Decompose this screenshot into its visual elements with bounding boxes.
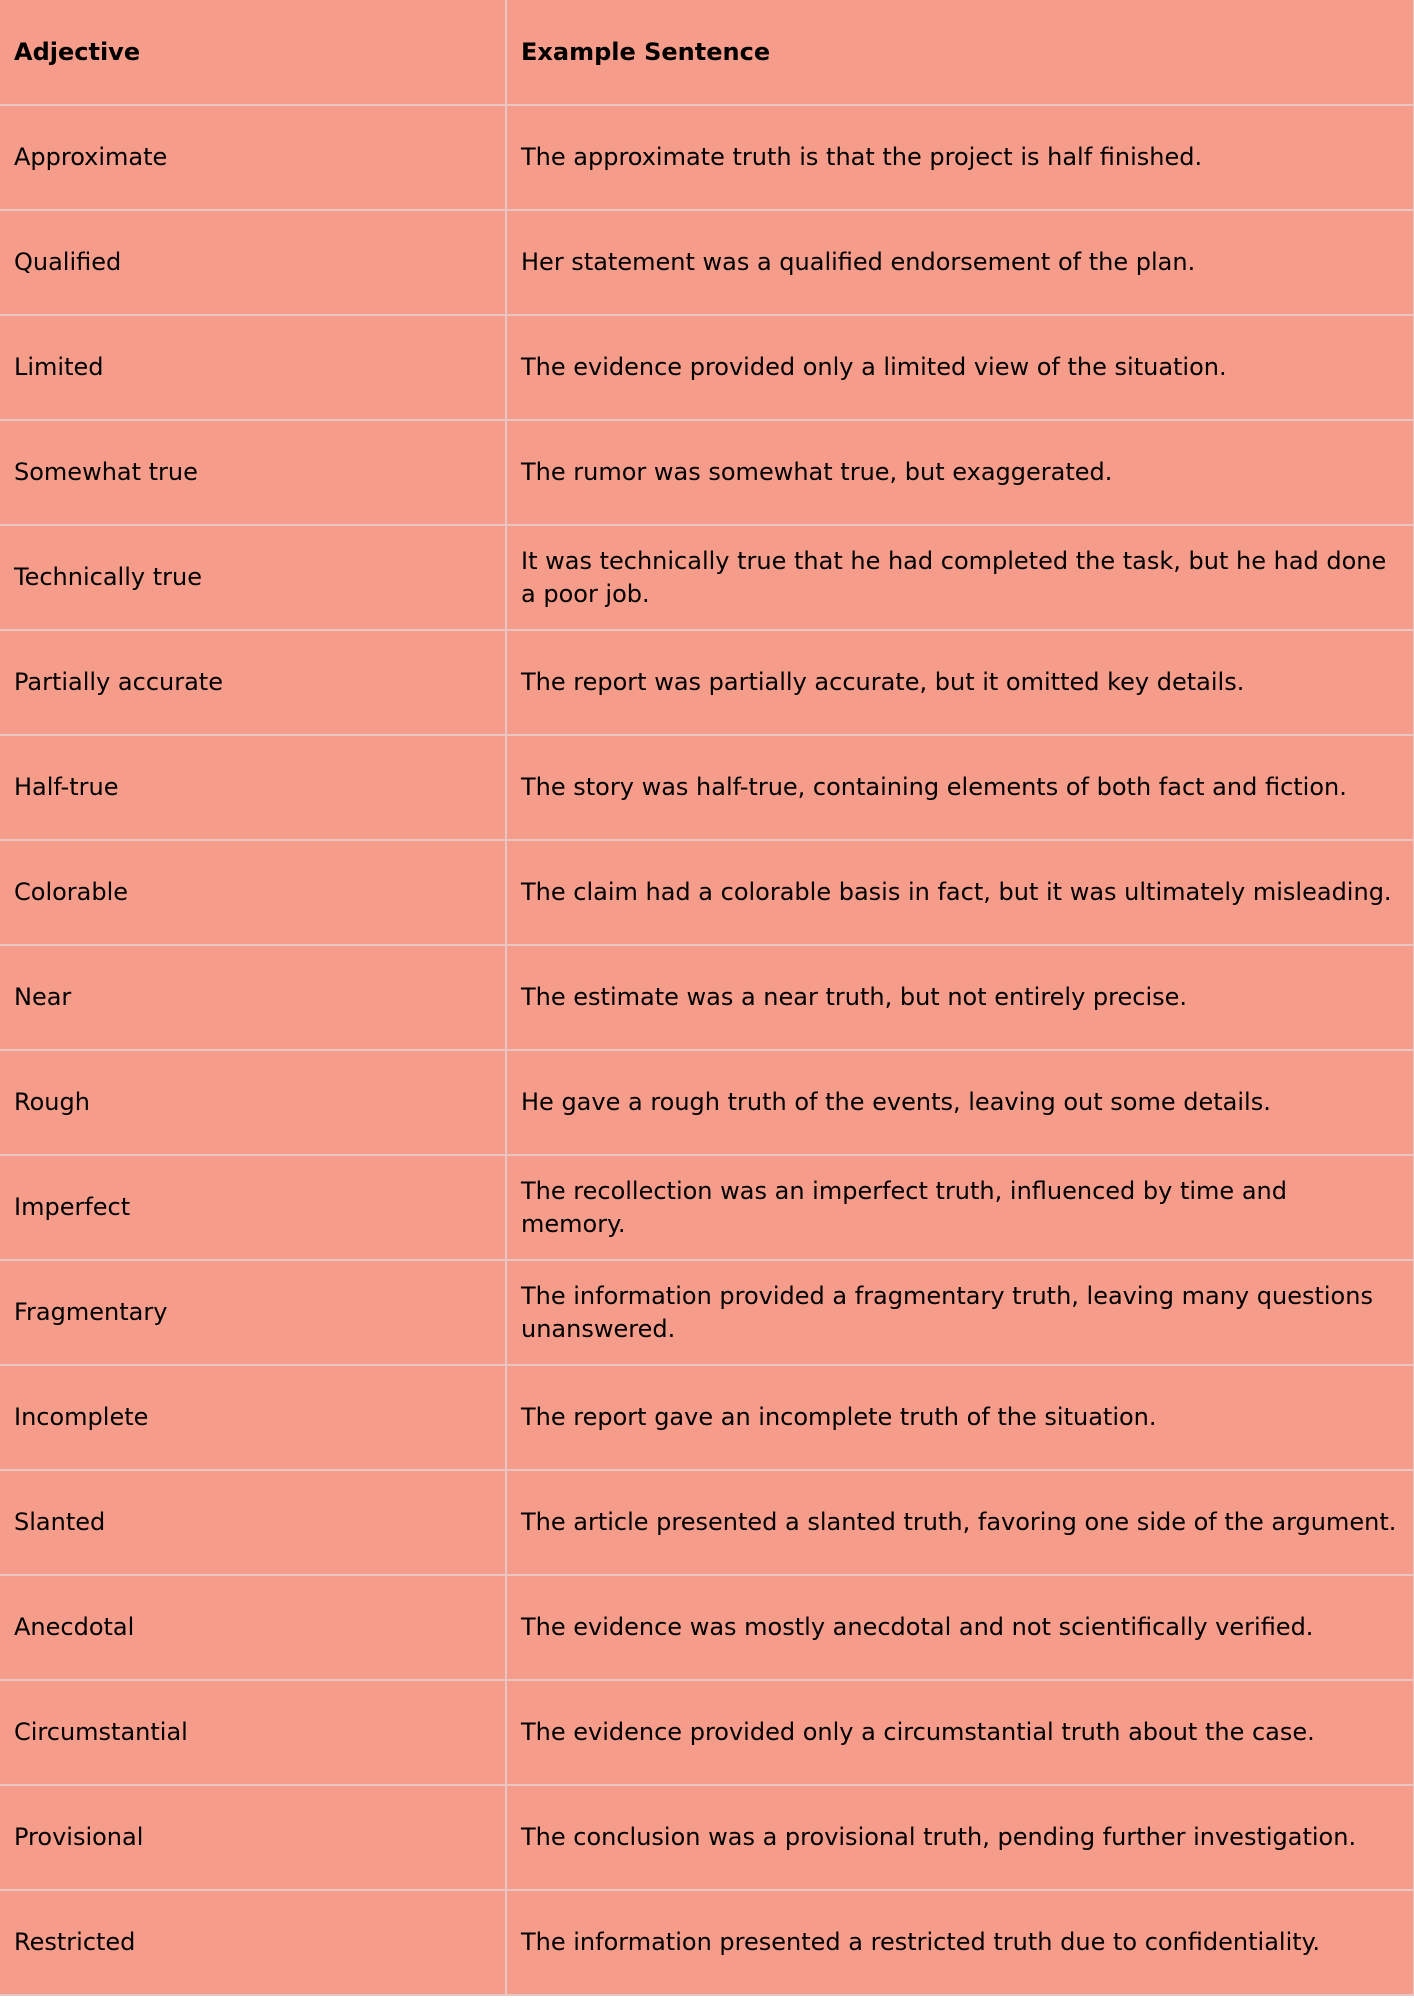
example-sentence-cell: The evidence was mostly anecdotal and not scientifically verified. (506, 1575, 1414, 1680)
header-adjective: Adjective (0, 0, 506, 105)
adjective-cell: Anecdotal (0, 1575, 506, 1680)
adjective-cell: Somewhat true (0, 420, 506, 525)
table-row (0, 210, 1414, 315)
table-header-row (0, 0, 1414, 105)
adjective-cell: Qualified (0, 210, 506, 315)
example-sentence-cell: The report was partially accurate, but it omitted key details. (506, 630, 1414, 735)
example-sentence-cell: He gave a rough truth of the events, leaving out some details. (506, 1050, 1414, 1155)
example-sentence-cell: The claim had a colorable basis in fact, but it was ultimately misleading. (506, 840, 1414, 945)
example-sentence-cell: It was technically true that he had completed the task, but he had done a poor job. (506, 525, 1414, 630)
example-sentence-cell: The evidence provided only a limited view of the situation. (506, 315, 1414, 420)
table-row (0, 1050, 1414, 1155)
example-sentence-cell: The information presented a restricted truth due to confidentiality. (506, 1890, 1414, 1995)
adjective-cell: Technically true (0, 525, 506, 630)
example-sentence-cell: The approximate truth is that the project is half finished. (506, 105, 1414, 210)
adjective-cell: Partially accurate (0, 630, 506, 735)
adjective-cell: Fragmentary (0, 1260, 506, 1365)
example-sentence-cell: The estimate was a near truth, but not entirely precise. (506, 945, 1414, 1050)
example-sentence-cell: The evidence provided only a circumstantial truth about the case. (506, 1680, 1414, 1785)
table-row (0, 1575, 1414, 1680)
adjective-cell: Restricted (0, 1890, 506, 1995)
table-row (0, 1470, 1414, 1575)
table-row (0, 735, 1414, 840)
example-sentence-cell: The information provided a fragmentary truth, leaving many questions unanswered. (506, 1260, 1414, 1365)
example-sentence-cell: Her statement was a qualified endorsement of the plan. (506, 210, 1414, 315)
adjective-cell: Slanted (0, 1470, 506, 1575)
adjective-cell: Near (0, 945, 506, 1050)
adjective-cell: Rough (0, 1050, 506, 1155)
adjective-cell: Imperfect (0, 1155, 506, 1260)
table-row (0, 630, 1414, 735)
adjective-cell: Limited (0, 315, 506, 420)
adjective-cell: Half-true (0, 735, 506, 840)
table-row (0, 1260, 1414, 1365)
table-row (0, 945, 1414, 1050)
table-row (0, 525, 1414, 630)
example-sentence-cell: The article presented a slanted truth, favoring one side of the argument. (506, 1470, 1414, 1575)
example-sentence-cell: The rumor was somewhat true, but exaggerated. (506, 420, 1414, 525)
adjective-cell: Approximate (0, 105, 506, 210)
adjective-cell: Provisional (0, 1785, 506, 1890)
example-sentence-cell: The story was half-true, containing elements of both fact and fiction. (506, 735, 1414, 840)
example-sentence-cell: The conclusion was a provisional truth, pending further investigation. (506, 1785, 1414, 1890)
table-row (0, 1680, 1414, 1785)
example-sentence-cell: The recollection was an imperfect truth, influenced by time and memory. (506, 1155, 1414, 1260)
table-row (0, 315, 1414, 420)
table-row (0, 1365, 1414, 1470)
example-sentence-cell: The report gave an incomplete truth of the situation. (506, 1365, 1414, 1470)
table-row (0, 1155, 1414, 1260)
header-example-sentence: Example Sentence (506, 0, 1414, 105)
adjective-cell: Circumstantial (0, 1680, 506, 1785)
table-row (0, 1785, 1414, 1890)
adjective-cell: Colorable (0, 840, 506, 945)
table-row (0, 840, 1414, 945)
table-row (0, 1890, 1414, 1995)
adjective-cell: Incomplete (0, 1365, 506, 1470)
table-row (0, 105, 1414, 210)
table-row (0, 420, 1414, 525)
